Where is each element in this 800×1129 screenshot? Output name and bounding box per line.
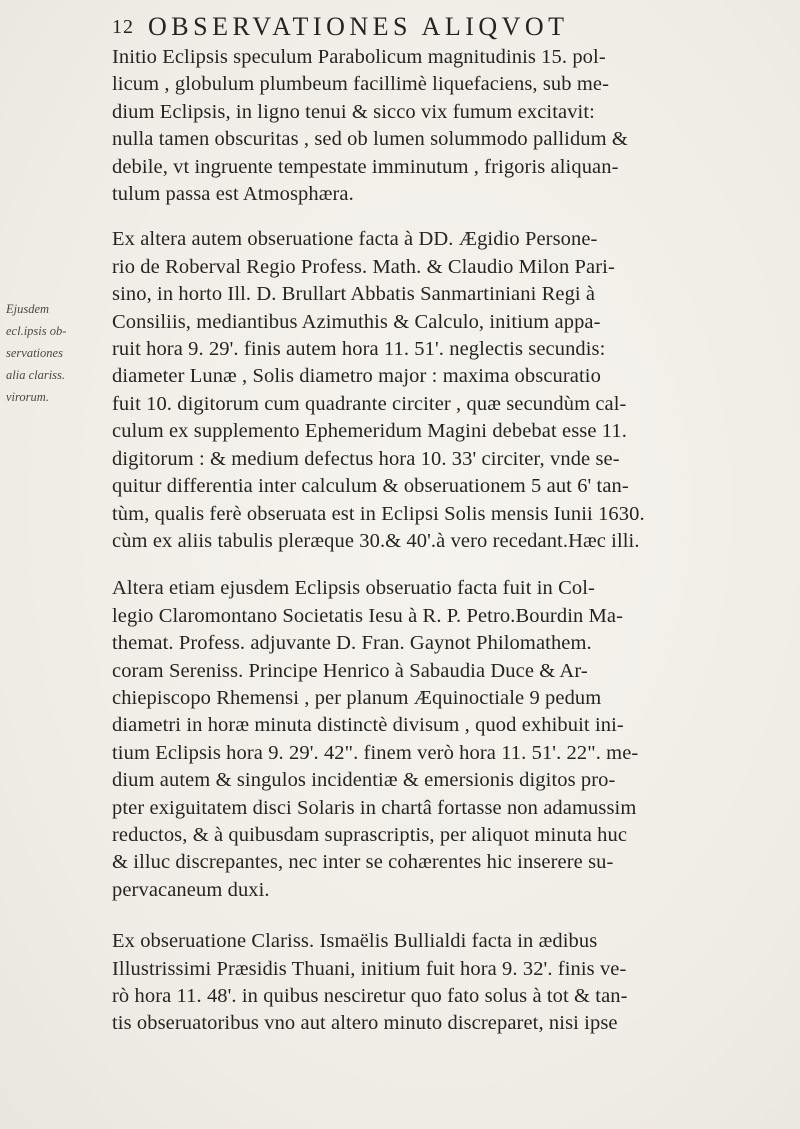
marginal-note-line: alia clariss. (6, 368, 66, 382)
text-line: Ex obseruatione Clariss. Ismaëlis Bullialdi facta in ædibus (112, 930, 598, 953)
marginal-note-line: ecl.ipsis ob- (6, 324, 67, 338)
text-line: legio Claromontano Societatis Iesu à R. P. Petro.Bourdin Ma- (112, 604, 624, 627)
text-line: rio de Roberval Regio Profess. Math. & Claudio Milon Pari- (112, 255, 615, 278)
running-title: OBSERVATIONES ALIQVOT (148, 12, 569, 41)
text-line: pter exiguitatem disci Solaris in chartâ fortasse non adamussim (112, 796, 637, 819)
text-line: tùm, qualis ferè obseruata est in Eclipsi Solis mensis Iunii 1630. (112, 502, 645, 525)
text-line: reductos, & à quibusdam suprascriptis, per aliquot minuta huc (112, 823, 628, 846)
paragraph-1 (112, 44, 752, 208)
text-line: Ex altera autem obseruatione facta à DD. Ægidio Persone- (112, 228, 598, 251)
marginal-note-line: virorum. (6, 390, 49, 404)
text-line: cùm ex aliis tabulis pleræque 30.& 40'.à vero recedant.Hæc illi. (112, 529, 640, 552)
text-line: themat. Profess. adjuvante D. Fran. Gaynot Philomathem. (112, 632, 592, 655)
text-line: tium Eclipsis hora 9. 29'. 42". finem verò hora 11. 51'. 22". me- (112, 741, 639, 764)
paragraph-spacer (112, 904, 752, 928)
text-line: quitur differentia inter calculum & obseruationem 5 aut 6' tan- (112, 475, 629, 498)
text-line: diameter Lunæ , Solis diametro major : maxima obscuratio (112, 365, 601, 388)
text-line: diametri in horæ minuta distinctè divisum , quod exhibuit ini- (112, 714, 624, 737)
text-line: ruit hora 9. 29'. finis autem hora 11. 51'. neglectis secundis: (112, 338, 606, 361)
text-line: Initio Eclipsis speculum Parabolicum magnitudinis 15. pol- (112, 46, 606, 68)
page-header (112, 8, 752, 48)
marginal-note-line: Ejusdem (6, 302, 50, 316)
text-line: dium Eclipsis, in ligno tenui & sicco vix fumum excitavit: (112, 100, 595, 123)
text-line: culum ex supplemento Ephemeridum Magini debebat esse 11. (112, 420, 627, 443)
page-number: 12 (112, 16, 134, 38)
text-line: Illustrissimi Præsidis Thuani, initium fuit hora 9. 32'. finis ve- (112, 957, 627, 980)
text-line: fuit 10. digitorum cum quadrante circiter , quæ secundùm cal- (112, 392, 627, 415)
paragraph-4 (112, 928, 752, 1038)
text-line: licum , globulum plumbeum facillimè liquefaciens, sub me- (112, 73, 610, 96)
text-line: digitorum : & medium defectus hora 10. 33' circiter, vnde se- (112, 447, 620, 470)
text-line: sino, in horto Ill. D. Brullart Abbatis Sanmartiniani Regi à (112, 283, 596, 306)
paragraph-spacer (112, 555, 752, 575)
marginal-note-line: servationes (6, 346, 63, 360)
text-line: debile, vt ingruente tempestate imminutum , frigoris aliquan- (112, 155, 619, 178)
text-line: rò hora 11. 48'. in quibus nesciretur quo fato solus à tot & tan- (112, 985, 628, 1007)
text-line: chiepiscopo Rhemensi , per planum Æquinoctiale 9 pedum (112, 686, 602, 709)
text-line: Consiliis, mediantibus Azimuthis & Calculo, initium appa- (112, 310, 601, 333)
text-line: dium autem & singulos incidentiæ & emersionis digitos pro- (112, 769, 616, 792)
paragraph-3 (112, 575, 752, 904)
paragraph-spacer (112, 208, 752, 226)
text-line: coram Sereniss. Principe Henrico à Sabaudia Duce & Ar- (112, 659, 588, 682)
text-line: nulla tamen obscuritas , sed ob lumen solummodo pallidum & (112, 128, 628, 151)
text-line: tulum passa est Atmosphæra. (112, 183, 354, 206)
text-line: pervacaneum duxi. (112, 878, 270, 901)
text-line: tis obseruatoribus vno aut altero minuto discreparet, nisi ipse (112, 1012, 618, 1035)
text-line: Altera etiam ejusdem Eclipsis obseruatio facta fuit in Col- (112, 577, 595, 600)
marginal-note (6, 298, 72, 408)
text-line: & illuc discrepantes, nec inter se cohærentes hic inserere su- (112, 851, 614, 874)
body-text (112, 44, 752, 1038)
paragraph-2 (112, 226, 752, 555)
